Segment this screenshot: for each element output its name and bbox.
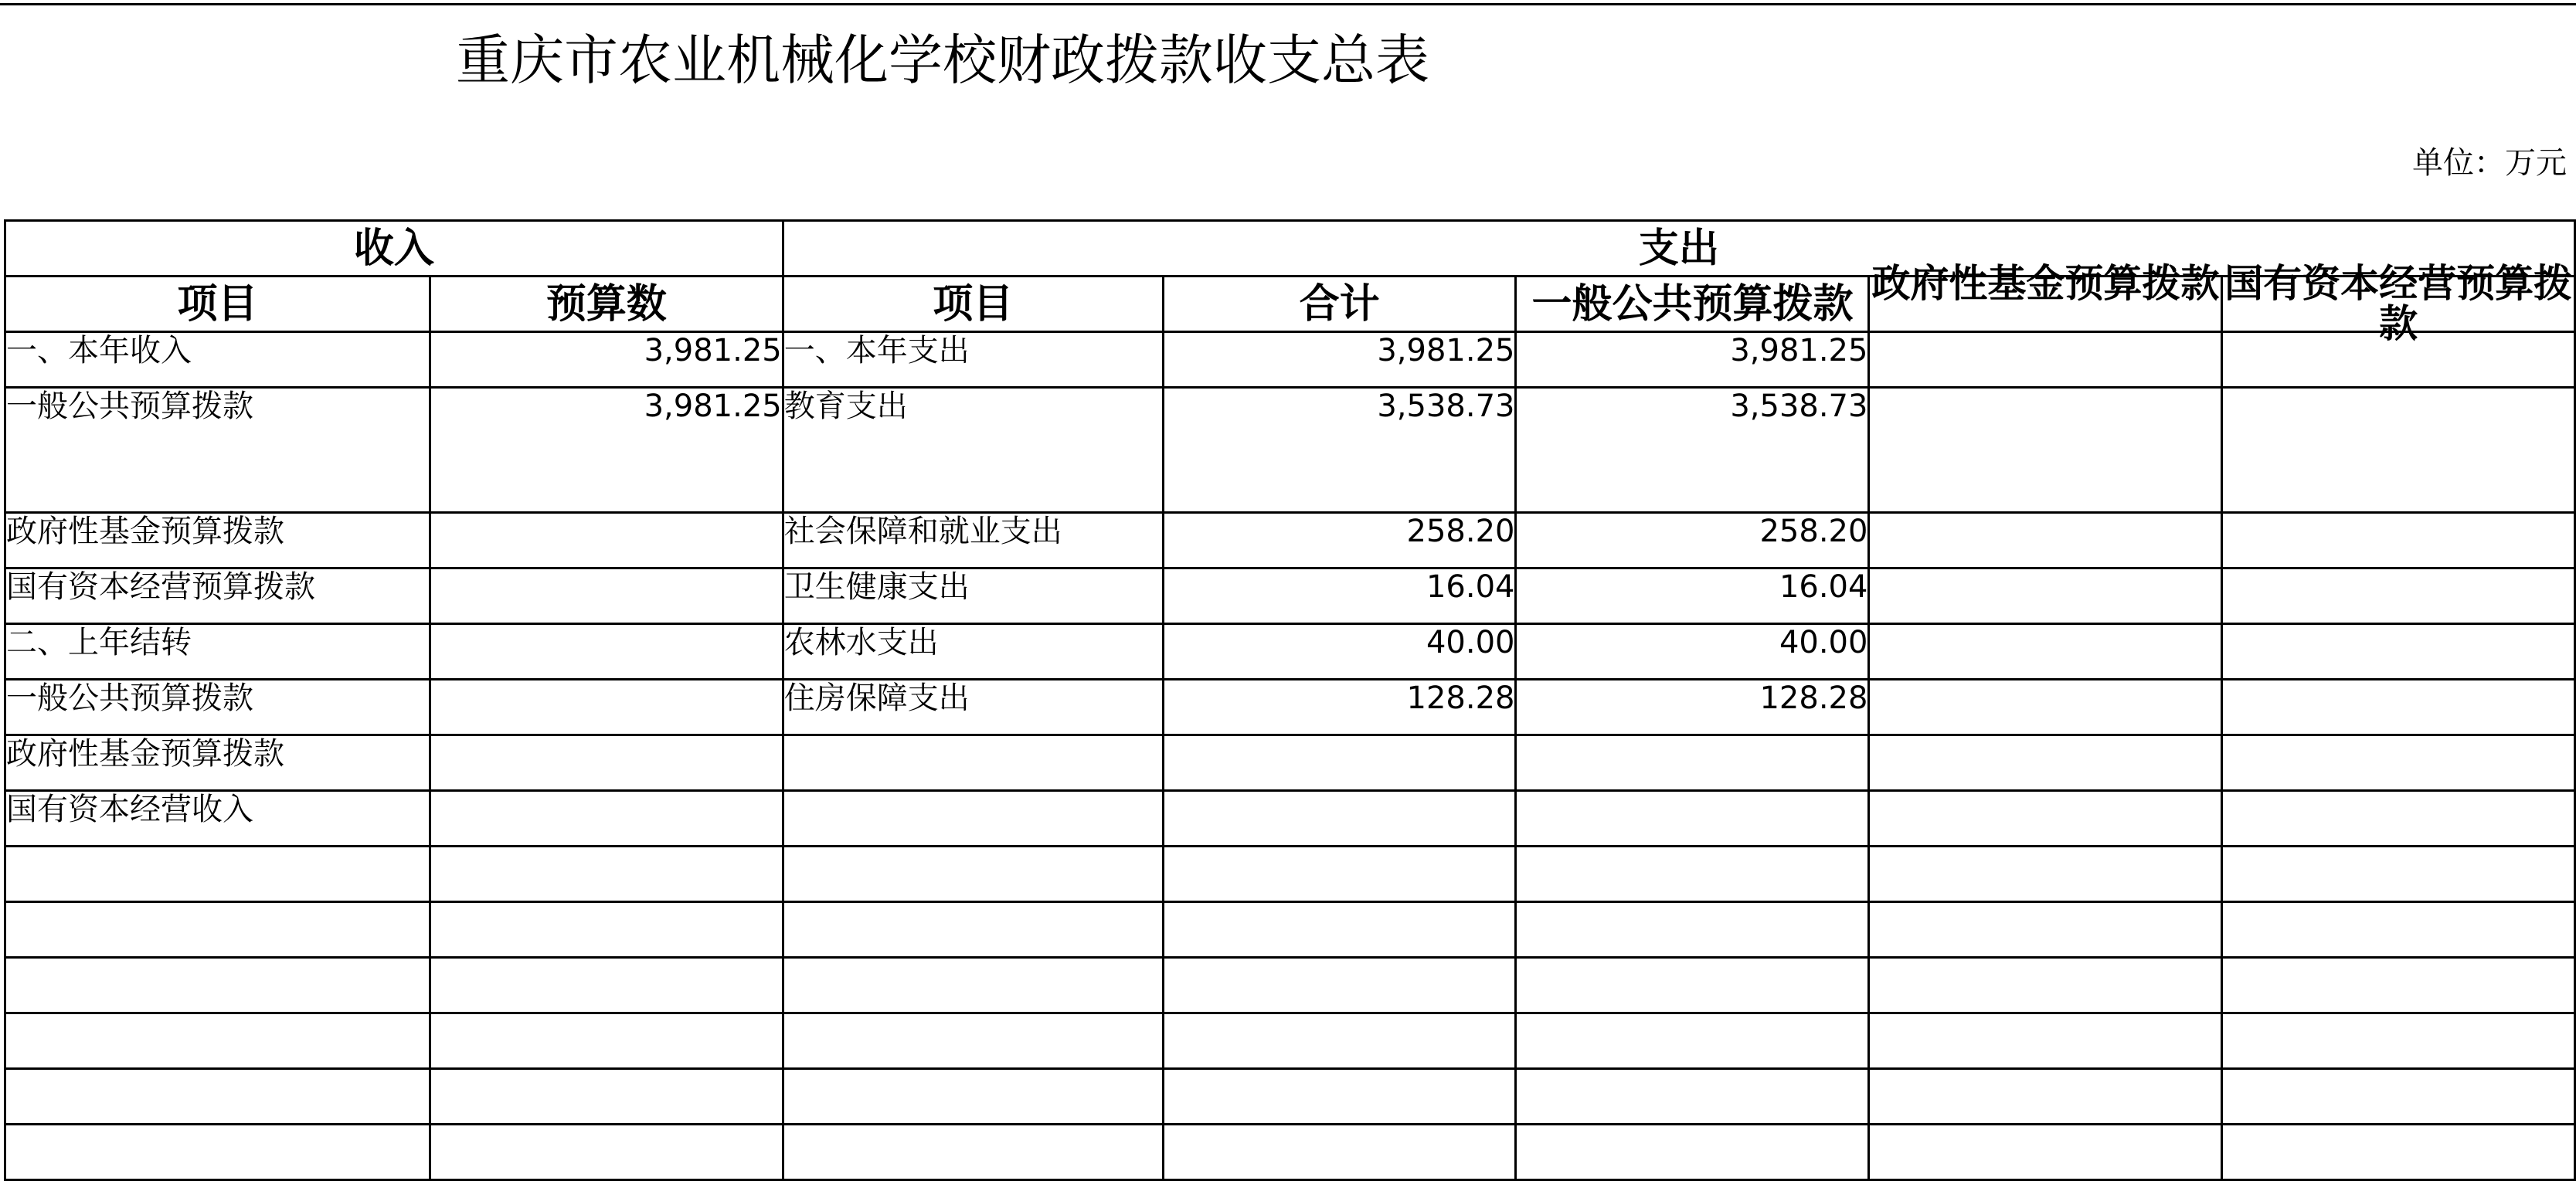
expense-item-cell: 住房保障支出 bbox=[783, 680, 1163, 735]
general-budget-cell: 3,981.25 bbox=[1516, 332, 1869, 388]
income-budget-cell bbox=[430, 1069, 783, 1125]
total-cell: 16.04 bbox=[1163, 568, 1516, 624]
column-header-row bbox=[5, 277, 2575, 332]
col-header-income-item: 项目 bbox=[5, 277, 430, 332]
general-budget-cell: 3,538.73 bbox=[1516, 388, 1869, 513]
col-header-general-budget: 一般公共预算拨款 bbox=[1516, 277, 1869, 332]
income-budget-cell bbox=[430, 958, 783, 1013]
col-header-total: 合计 bbox=[1163, 277, 1516, 332]
income-budget-cell bbox=[430, 847, 783, 902]
fund-budget-cell bbox=[1869, 958, 2222, 1013]
income-item-cell: 一、本年收入 bbox=[5, 332, 430, 388]
expense-item-cell bbox=[783, 791, 1163, 847]
col-header-expense-item: 项目 bbox=[783, 277, 1163, 332]
table-body bbox=[5, 332, 2575, 1180]
fund-budget-cell bbox=[1869, 680, 2222, 735]
total-cell bbox=[1163, 1069, 1516, 1125]
table-row bbox=[5, 680, 2575, 735]
income-item-cell: 国有资本经营预算拨款 bbox=[5, 568, 430, 624]
income-budget-cell bbox=[430, 1125, 783, 1180]
income-budget-cell bbox=[430, 680, 783, 735]
total-cell bbox=[1163, 847, 1516, 902]
total-cell bbox=[1163, 791, 1516, 847]
total-cell: 3,538.73 bbox=[1163, 388, 1516, 513]
budget-summary-table bbox=[4, 219, 2576, 1181]
table-row bbox=[5, 332, 2575, 388]
total-cell bbox=[1163, 1013, 1516, 1069]
expense-item-cell bbox=[783, 902, 1163, 958]
general-budget-cell bbox=[1516, 902, 1869, 958]
fund-budget-cell bbox=[1869, 902, 2222, 958]
col-header-fund-budget-text: 政府性基金预算拨款 bbox=[1871, 261, 2220, 306]
fund-budget-cell bbox=[1869, 1125, 2222, 1180]
expense-item-cell: 一、本年支出 bbox=[783, 332, 1163, 388]
col-header-income-budget: 预算数 bbox=[430, 277, 783, 332]
income-budget-cell: 3,981.25 bbox=[430, 388, 783, 513]
general-budget-cell: 128.28 bbox=[1516, 680, 1869, 735]
total-cell bbox=[1163, 1125, 1516, 1180]
general-budget-cell bbox=[1516, 958, 1869, 1013]
income-item-cell: 政府性基金预算拨款 bbox=[5, 735, 430, 791]
top-border-line bbox=[0, 3, 2576, 5]
page-title: 重庆市农业机械化学校财政拨款收支总表 bbox=[456, 29, 1429, 92]
state-capital-budget-cell bbox=[2222, 791, 2575, 847]
expense-item-cell: 农林水支出 bbox=[783, 624, 1163, 680]
table-row bbox=[5, 568, 2575, 624]
expense-item-cell bbox=[783, 1013, 1163, 1069]
total-cell bbox=[1163, 958, 1516, 1013]
fund-budget-cell bbox=[1869, 791, 2222, 847]
fund-budget-cell bbox=[1869, 332, 2222, 388]
unit-label: 单位：万元 bbox=[2412, 145, 2567, 181]
income-budget-cell bbox=[430, 568, 783, 624]
total-cell: 3,981.25 bbox=[1163, 332, 1516, 388]
state-capital-budget-cell bbox=[2222, 388, 2575, 513]
state-capital-budget-cell bbox=[2222, 1069, 2575, 1125]
table-row bbox=[5, 847, 2575, 902]
total-cell bbox=[1163, 902, 1516, 958]
income-item-cell: 国有资本经营收入 bbox=[5, 791, 430, 847]
income-item-cell bbox=[5, 847, 430, 902]
income-item-cell bbox=[5, 958, 430, 1013]
state-capital-budget-cell bbox=[2222, 958, 2575, 1013]
fund-budget-cell bbox=[1869, 513, 2222, 568]
table-row bbox=[5, 958, 2575, 1013]
fund-budget-cell bbox=[1869, 1069, 2222, 1125]
fund-budget-cell bbox=[1869, 624, 2222, 680]
general-budget-cell bbox=[1516, 1125, 1869, 1180]
table-row bbox=[5, 1013, 2575, 1069]
income-item-cell: 一般公共预算拨款 bbox=[5, 388, 430, 513]
general-budget-cell bbox=[1516, 847, 1869, 902]
income-budget-cell bbox=[430, 902, 783, 958]
income-budget-cell bbox=[430, 624, 783, 680]
fund-budget-cell bbox=[1869, 847, 2222, 902]
state-capital-budget-cell bbox=[2222, 1125, 2575, 1180]
general-budget-cell bbox=[1516, 1069, 1869, 1125]
state-capital-budget-cell bbox=[2222, 624, 2575, 680]
income-item-cell bbox=[5, 1125, 430, 1180]
state-capital-budget-cell bbox=[2222, 847, 2575, 902]
col-header-state-capital-budget bbox=[2222, 261, 2575, 346]
table-row bbox=[5, 1069, 2575, 1125]
income-budget-cell bbox=[430, 1013, 783, 1069]
total-cell: 258.20 bbox=[1163, 513, 1516, 568]
state-capital-budget-cell bbox=[2222, 513, 2575, 568]
expense-group-header: 支出 bbox=[783, 221, 2574, 277]
expense-item-cell bbox=[783, 735, 1163, 791]
expense-item-cell: 教育支出 bbox=[783, 388, 1163, 513]
income-budget-cell bbox=[430, 735, 783, 791]
fund-budget-cell bbox=[1869, 1013, 2222, 1069]
table-row bbox=[5, 1125, 2575, 1180]
income-item-cell bbox=[5, 1013, 430, 1069]
income-item-cell bbox=[5, 1069, 430, 1125]
fund-budget-cell bbox=[1869, 568, 2222, 624]
general-budget-cell: 16.04 bbox=[1516, 568, 1869, 624]
expense-item-cell bbox=[783, 847, 1163, 902]
general-budget-cell bbox=[1516, 1013, 1869, 1069]
col-header-state-capital-budget-text: 国有资本经营预算拨款 bbox=[2224, 261, 2573, 346]
expense-item-cell bbox=[783, 1069, 1163, 1125]
general-budget-cell: 258.20 bbox=[1516, 513, 1869, 568]
income-item-cell: 二、上年结转 bbox=[5, 624, 430, 680]
income-item-cell bbox=[5, 902, 430, 958]
income-item-cell: 一般公共预算拨款 bbox=[5, 680, 430, 735]
income-budget-cell bbox=[430, 791, 783, 847]
table-row bbox=[5, 902, 2575, 958]
general-budget-cell bbox=[1516, 791, 1869, 847]
total-cell: 128.28 bbox=[1163, 680, 1516, 735]
state-capital-budget-cell bbox=[2222, 680, 2575, 735]
state-capital-budget-cell bbox=[2222, 902, 2575, 958]
expense-item-cell bbox=[783, 1125, 1163, 1180]
state-capital-budget-cell bbox=[2222, 568, 2575, 624]
expense-item-cell: 卫生健康支出 bbox=[783, 568, 1163, 624]
table-row bbox=[5, 735, 2575, 791]
fund-budget-cell bbox=[1869, 735, 2222, 791]
total-cell: 40.00 bbox=[1163, 624, 1516, 680]
fund-budget-cell bbox=[1869, 388, 2222, 513]
income-group-header: 收入 bbox=[5, 221, 783, 277]
general-budget-cell bbox=[1516, 735, 1869, 791]
expense-item-cell bbox=[783, 958, 1163, 1013]
income-item-cell: 政府性基金预算拨款 bbox=[5, 513, 430, 568]
income-budget-cell bbox=[430, 513, 783, 568]
col-header-fund-budget bbox=[1869, 261, 2222, 332]
expense-item-cell: 社会保障和就业支出 bbox=[783, 513, 1163, 568]
total-cell bbox=[1163, 735, 1516, 791]
table-row bbox=[5, 791, 2575, 847]
table-row bbox=[5, 388, 2575, 513]
table-row bbox=[5, 624, 2575, 680]
state-capital-budget-cell bbox=[2222, 1013, 2575, 1069]
table-row bbox=[5, 513, 2575, 568]
state-capital-budget-cell bbox=[2222, 735, 2575, 791]
general-budget-cell: 40.00 bbox=[1516, 624, 1869, 680]
income-budget-cell: 3,981.25 bbox=[430, 332, 783, 388]
